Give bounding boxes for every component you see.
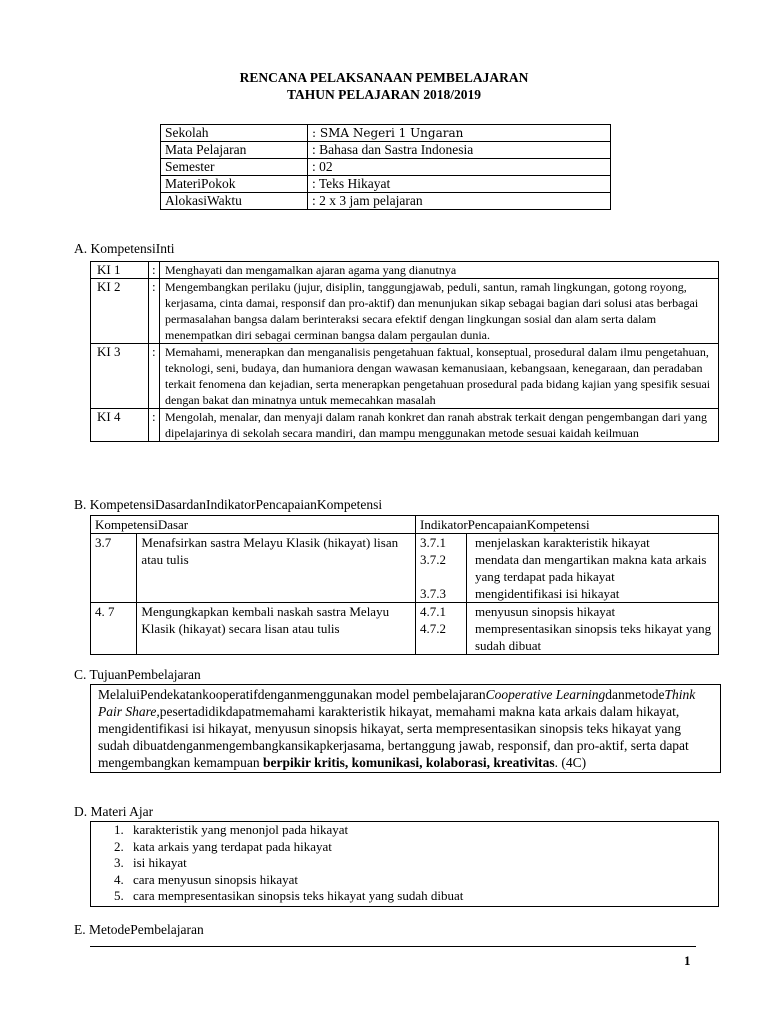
materi-item: 4. cara menyusun sinopsis hikayat (127, 872, 718, 889)
indicator-codes (416, 534, 467, 603)
indicator-texts (467, 603, 719, 655)
ki-colon: : (149, 344, 160, 409)
identity-key: Mata Pelajaran (161, 142, 308, 159)
ki-text: Memahami, menerapkan dan menganalisis pengetahuan faktual, konseptual, prosedural dalam ilmu pengetahuan, teknologi, seni, budaya, dan humaniora dengan wawasan kemanusiaan, kebangsaan, kenegaraan, dan peradaban terkait fenomena dan kejadian, serta menerapkan pengetahuan prosedural pada bidang kajian yang spesifik sesuai dengan bakat dan minatnya untuk memecahkan masalah (160, 344, 719, 409)
materi-item: 1. karakteristik yang menonjol pada hikayat (127, 822, 718, 839)
identity-row (161, 193, 611, 210)
identity-key: Sekolah (161, 125, 308, 142)
ki-row (91, 409, 719, 442)
indicator-code: 3.7.3 (420, 586, 446, 601)
identity-row (161, 142, 611, 159)
materi-ajar-box (90, 821, 719, 907)
ki-row (91, 279, 719, 344)
tujuan-bold: berpikir kritis, komunikasi, kolaborasi, kreativitas (262, 755, 555, 770)
identity-value: : SMA Negeri 1 Ungaran (308, 125, 611, 142)
ki-code: KI 2 (91, 279, 149, 344)
tujuan-pembelajaran-box (90, 684, 721, 773)
tujuan-italic: Think Pair Share, (98, 687, 696, 719)
indicator-texts (467, 534, 719, 603)
ki-text: Mengolah, menalar, dan menyaji dalam ranah konkret dan ranah abstrak terkait dengan pengembangan dari yang dipelajarinya di sekolah secara mandiri, dan mampu menggunakan metode sesuai kaidah keilmuan (160, 409, 719, 442)
indicator-text: mendata dan mengartikan makna kata arkais yang terdapat pada hikayat (475, 552, 707, 584)
section-e-heading: E. MetodePembelajaran (74, 922, 204, 937)
identity-row (161, 159, 611, 176)
identity-row (161, 176, 611, 193)
identity-key: MateriPokok (161, 176, 308, 193)
materi-item: 5. cara mempresentasikan sinopsis teks hikayat yang sudah dibuat (127, 888, 718, 905)
indicator-code: 3.7.2 (420, 552, 446, 567)
ki-row (91, 344, 719, 409)
ki-code: KI 1 (91, 262, 149, 279)
ki-colon: : (149, 262, 160, 279)
section-a-heading: A. KompetensiInti (74, 241, 175, 256)
section-c-heading: C. TujuanPembelajaran (74, 667, 201, 682)
materi-item: 3. isi hikayat (127, 855, 718, 872)
section-d-heading: D. Materi Ajar (74, 804, 154, 819)
kd-text: Mengungkapkan kembali naskah sastra Melayu Klasik (hikayat) secara lisan atau tulis (137, 603, 416, 655)
indicator-text: mempresentasikan sinopsis teks hikayat yang sudah dibuat (475, 621, 712, 653)
indicator-codes (416, 603, 467, 655)
materi-list (91, 822, 718, 905)
identity-table (160, 124, 611, 210)
indicator-code: 4.7.1 (420, 604, 446, 619)
kd-row (91, 603, 719, 655)
identity-key: AlokasiWaktu (161, 193, 308, 210)
indicator-code: 4.7.2 (420, 621, 446, 636)
ki-text: Mengembangkan perilaku (jujur, disiplin, tanggungjawab, peduli, santun, ramah lingkungan, gotong royong, kerjasama, cinta damai, responsif dan pro-aktif) dan menunjukan sikap sebagai bagian dari solusi atas berbagai permasalahan bangsa dalam berinteraksi secara efektif dengan lingkungan sosial dan alam serta dalam menempatkan diri sebagai cerminan bangsa dalam pergaulan dunia. (160, 279, 719, 344)
footer-divider (90, 946, 696, 947)
tujuan-text: pesertadidikdapatmemahami karakteristik hikayat, memahami makna kata arkais dalam hikayat, mengidentifikasi isi hikayat, menyusun sinopsis hikayat, serta mempresentasikan sinopsis teks hikayat yang sudah dibuatdenganmengembangkansikapkerjasama, bertanggung jawab, responsif, dan pro-aktif, serta dapat mengembangkan kemampuan (98, 704, 689, 770)
ki-text: Menghayati dan mengamalkan ajaran agama yang dianutnya (160, 262, 719, 279)
tujuan-text: danmetode (605, 687, 665, 702)
tujuan-text: MelaluiPendekatankooperatifdenganmenggunakan model pembelajaran (98, 687, 486, 702)
identity-value: : 2 x 3 jam pelajaran (308, 193, 611, 210)
kd-text: Menafsirkan sastra Melayu Klasik (hikayat) lisan atau tulis (137, 534, 416, 603)
identity-value: : Bahasa dan Sastra Indonesia (308, 142, 611, 159)
kd-column-header: KompetensiDasar (91, 516, 416, 534)
doc-title-line1: RENCANA PELAKSANAAN PEMBELAJARAN (239, 70, 529, 85)
identity-value: : 02 (308, 159, 611, 176)
kd-row (91, 534, 719, 603)
indicator-text: mengidentifikasi isi hikayat (475, 586, 620, 601)
indicator-text: menyusun sinopsis hikayat (475, 604, 616, 619)
section-b-heading: B. KompetensiDasardanIndikatorPencapaianKompetensi (74, 497, 383, 512)
kompetensi-inti-table (90, 261, 719, 442)
ki-row (91, 262, 719, 279)
indicator-code: 3.7.1 (420, 535, 446, 550)
ipk-column-header: IndikatorPencapaianKompetensi (416, 516, 719, 534)
indicator-spacer (420, 568, 462, 585)
identity-row (161, 125, 611, 142)
identity-key: Semester (161, 159, 308, 176)
ki-code: KI 3 (91, 344, 149, 409)
tujuan-italic: Cooperative Learning (485, 687, 606, 702)
tujuan-text: . (4C) (554, 755, 587, 770)
ki-colon: : (149, 409, 160, 442)
indicator-text: menjelaskan karakteristik hikayat (475, 535, 650, 550)
page-number: 1 (684, 953, 691, 968)
kd-header-row (91, 516, 719, 534)
kd-ipk-table (90, 515, 719, 655)
kd-code: 3.7 (91, 534, 137, 603)
ki-code: KI 4 (91, 409, 149, 442)
doc-title-line2: TAHUN PELAJARAN 2018/2019 (286, 87, 481, 102)
identity-value: : Teks Hikayat (308, 176, 611, 193)
materi-item: 2. kata arkais yang terdapat pada hikayat (127, 839, 718, 856)
ki-colon: : (149, 279, 160, 344)
kd-code: 4. 7 (91, 603, 137, 655)
